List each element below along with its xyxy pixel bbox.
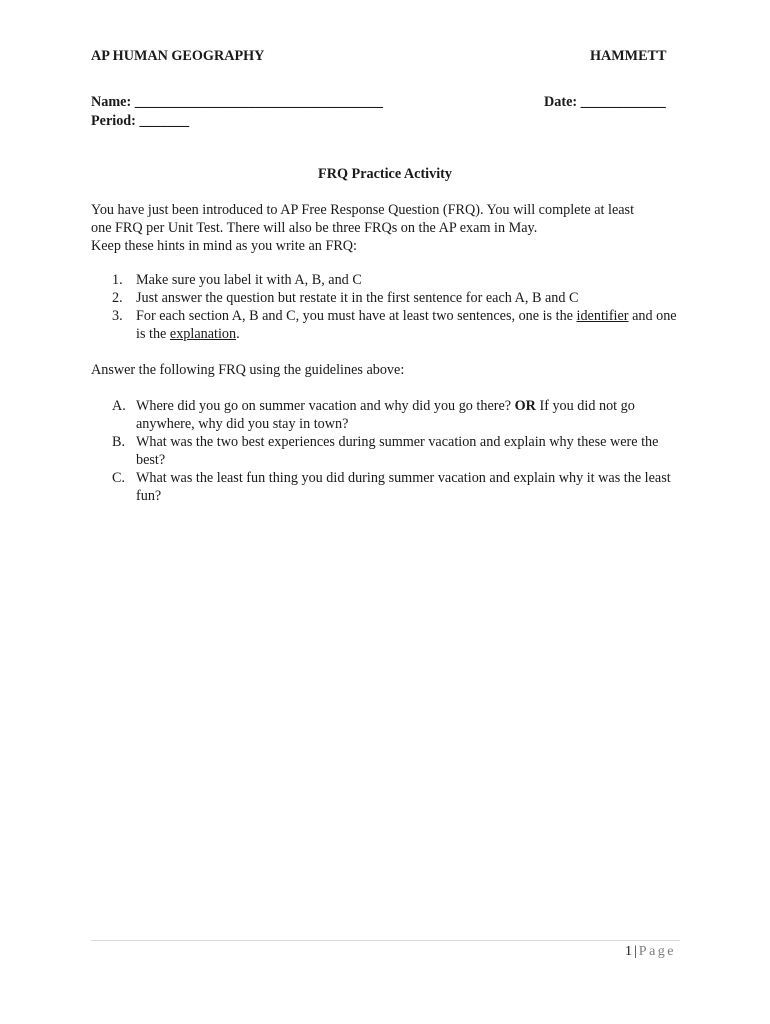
name-field: Name: ___________________________________ (91, 94, 384, 110)
hint-item (91, 271, 683, 289)
explanation-term: explanation (169, 326, 237, 342)
hint-item (91, 307, 683, 343)
hint-marker: 1. (112, 272, 123, 288)
question-marker: C. (112, 470, 126, 486)
question-text-after: If you did not go anywhere, why did you stay in town? (136, 398, 635, 432)
hint-item (91, 289, 683, 307)
hint-marker: 3. (112, 308, 123, 324)
hint-text-before: For each section A, B and C, you must have at least two sentences, one is the (136, 308, 577, 324)
question-text-before: Where did you go on summer vacation and why did you go there? (136, 398, 515, 414)
hint-text-after: . (236, 326, 240, 342)
or-keyword: OR (514, 398, 536, 414)
identifier-term: identifier (576, 308, 629, 324)
teacher-name: HAMMETT (590, 48, 667, 64)
hint-text: Make sure you label it with A, B, and C (136, 272, 362, 288)
instruction-text: Answer the following FRQ using the guidelines above: (91, 362, 405, 378)
footer-separator: | (633, 944, 637, 959)
hint-marker: 2. (112, 290, 123, 306)
question-marker: B. (112, 434, 126, 450)
activity-title: FRQ Practice Activity (318, 166, 452, 182)
hints-list (91, 271, 683, 343)
questions-list (91, 397, 683, 505)
hint-text-middle: and one is the (136, 308, 677, 342)
page-label: Page (638, 944, 676, 959)
date-field: Date: ____________ (544, 94, 666, 110)
question-marker: A. (112, 398, 126, 414)
question-item (91, 469, 683, 505)
page-number: 1 (624, 944, 632, 959)
hint-text: Just answer the question but restate it in the first sentence for each A, B and C (136, 290, 579, 306)
question-text: What was the two best experiences during summer vacation and explain why these were the best? (136, 434, 659, 468)
footer-divider (91, 940, 680, 941)
period-field: Period: _______ (91, 113, 190, 129)
intro-line-2: one FRQ per Unit Test. There will also be three FRQs on the AP exam in May. (91, 220, 538, 236)
question-item (91, 397, 683, 433)
course-title: AP HUMAN GEOGRAPHY (91, 48, 265, 64)
intro-line-1: You have just been introduced to AP Free Response Question (FRQ). You will complete at least (91, 202, 635, 218)
intro-paragraph (91, 201, 683, 255)
intro-line-3: Keep these hints in mind as you write an FRQ: (91, 238, 357, 254)
page-footer (625, 943, 676, 961)
question-item (91, 433, 683, 469)
question-text: What was the least fun thing you did during summer vacation and explain why it was the least fun? (136, 470, 671, 504)
